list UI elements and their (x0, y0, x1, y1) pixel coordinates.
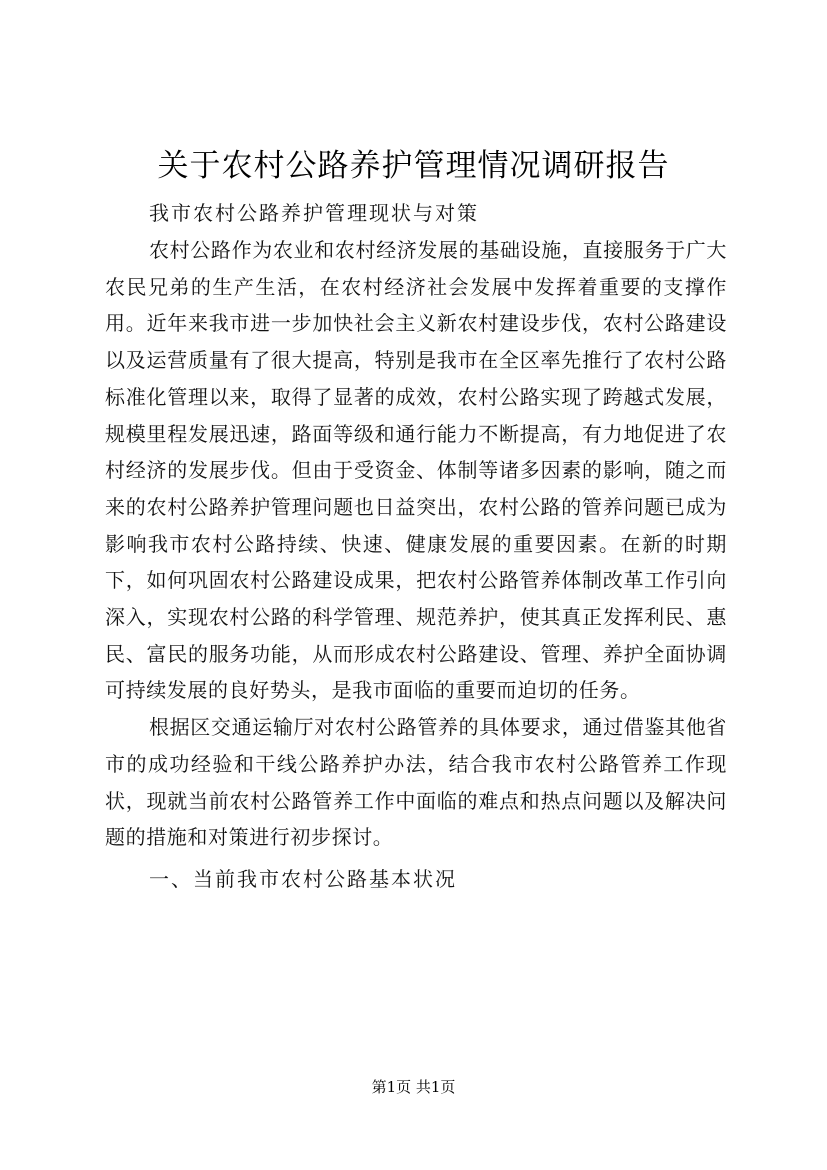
body-paragraph-2: 根据区交通运输厅对农村公路管养的具体要求，通过借鉴其他省市的成功经验和干线公路养护办法，结合我市农村公路管养工作现状，现就当前农村公路管养工作中面临的难点和热点问题以及解决问题的措施和对策进行初步探讨。 (105, 715, 727, 850)
document-body (105, 195, 727, 898)
document-title: 关于农村公路养护管理情况调研报告 (157, 148, 670, 184)
section-heading: 一、当前我市农村公路基本状况 (149, 866, 457, 891)
page-footer: 第1页 共1页 (371, 1078, 456, 1096)
body-paragraph-1: 农村公路作为农业和农村经济发展的基础设施，直接服务于广大农民兄弟的生产生活，在农村经济社会发展中发挥着重要的支撑作用。近年来我市进一步加快社会主义新农村建设步伐，农村公路建设以及运营质量有了很大提高，特别是我市在全区率先推行了农村公路标准化管理以来，取得了显著的成效，农村公路实现了跨越式发展，规模里程发展迅速，路面等级和通行能力不断提高，有力地促进了农村经济的发展步伐。但由于受资金、体制等诸多因素的影响，随之而来的农村公路养护管理问题也日益突出，农村公路的管养问题已成为影响我市农村公路持续、快速、健康发展的重要因素。在新的时期下，如何巩固农村公路建设成果，把农村公路管养体制改革工作引向深入，实现农村公路的科学管理、规范养护，使其真正发挥利民、惠民、富民的服务功能，从而形成农村公路建设、管理、养护全面协调可持续发展的良好势头，是我市面临的重要而迫切的任务。 (105, 238, 727, 703)
document-subtitle: 我市农村公路养护管理现状与对策 (149, 201, 479, 225)
